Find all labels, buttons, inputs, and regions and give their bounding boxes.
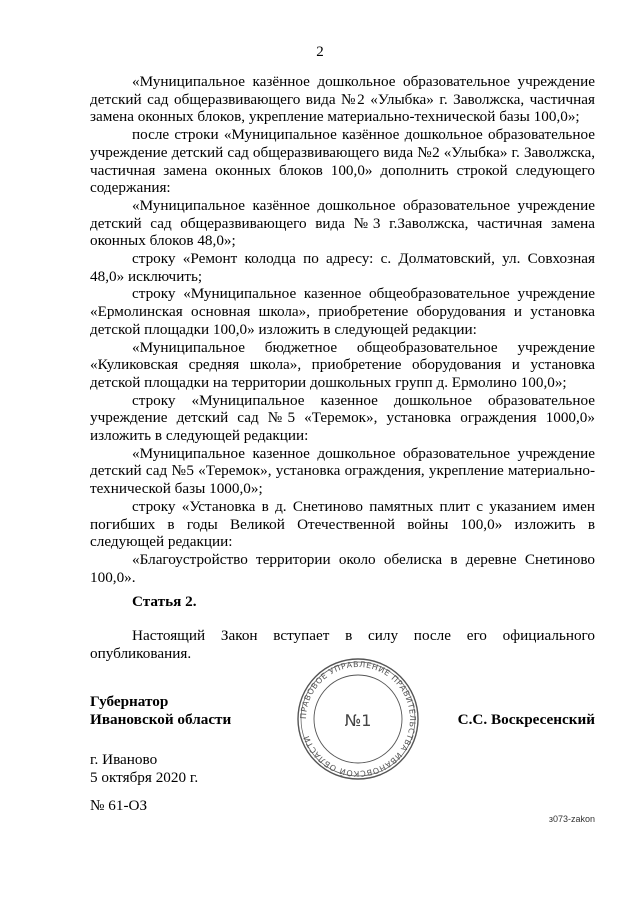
document-code: з073-zakon <box>548 814 595 824</box>
paragraph: строку «Муниципальное казенное общеобразовательное учреждение «Ермолинская основная школа», приобретение оборудования и установка детской площадки 100,0» изложить в следующей редакции: <box>90 285 595 338</box>
page-number: 2 <box>316 44 324 60</box>
signer-name: С.С. Воскресенский <box>457 711 595 728</box>
paragraph: «Муниципальное бюджетное общеобразовательное учреждение «Куликовская средняя школа», приобретение оборудования и установка детской площадки на территории дошкольных групп д. Ермолино 100,0»; <box>90 338 595 391</box>
signer-title <box>90 693 231 729</box>
paragraph: «Муниципальное казённое дошкольное образовательное учреждение детский сад общеразвивающего вида №2 «Улыбка» г. Заволжска, частичная замена оконных блоков, укрепление материально-технической базы 100,0»; <box>90 73 595 126</box>
signer-title-line: Губернатор <box>90 693 169 710</box>
paragraph: «Муниципальное казённое дошкольное образовательное учреждение детский сад общеразвивающего вида №3 г.Заволжска, частичная замена оконных блоков 48,0»; <box>90 196 595 250</box>
place: г. Иваново <box>90 751 158 768</box>
article-heading: Статья 2. <box>132 593 197 610</box>
article-text: Настоящий Закон вступает в силу после его официального опубликования. <box>90 627 595 662</box>
paragraph: «Благоустройство территории около обелиска в деревне Снетиново 100,0». <box>90 550 595 586</box>
paragraph: строку «Муниципальное казенное дошкольное образовательное учреждение детский сад №5 «Теремок», установка ограждения 1000,0» изложить в следующей редакции: <box>90 391 595 445</box>
paragraph: строку «Установка в д. Снетиново памятных плит с указанием имен погибших в годы Великой Отечественной войны 100,0» изложить в следующей редакции: <box>90 497 595 551</box>
amendments-text <box>90 73 595 586</box>
place-date <box>90 751 198 787</box>
seal-outer-text: ПРАВОВОЕ УПРАВЛЕНИЕ ПРАВИТЕЛЬСТВА ИВАНОВСКОЙ ОБЛАСТИ <box>298 659 418 779</box>
paragraph: после строки «Муниципальное казённое дошкольное образовательное учреждение детский сад общеразвивающего вида №2 «Улыбка» г. Заволжска, частичная замена оконных блоков 100,0» дополнить строкой следующего содержания: <box>90 126 595 197</box>
law-number: № 61-ОЗ <box>90 797 148 814</box>
seal-number: №1 <box>344 711 372 730</box>
signer-title-line: Ивановской области <box>90 711 232 728</box>
paragraph: «Муниципальное казенное дошкольное образовательное учреждение детский сад №5 «Теремок», установка ограждения, укрепление материально-технической базы 1000,0»; <box>90 444 595 498</box>
date: 5 октября 2020 г. <box>90 769 199 786</box>
official-seal <box>292 657 424 781</box>
paragraph: строку «Ремонт колодца по адресу: с. Долматовский, ул. Совхозная 48,0» исключить; <box>90 250 595 285</box>
